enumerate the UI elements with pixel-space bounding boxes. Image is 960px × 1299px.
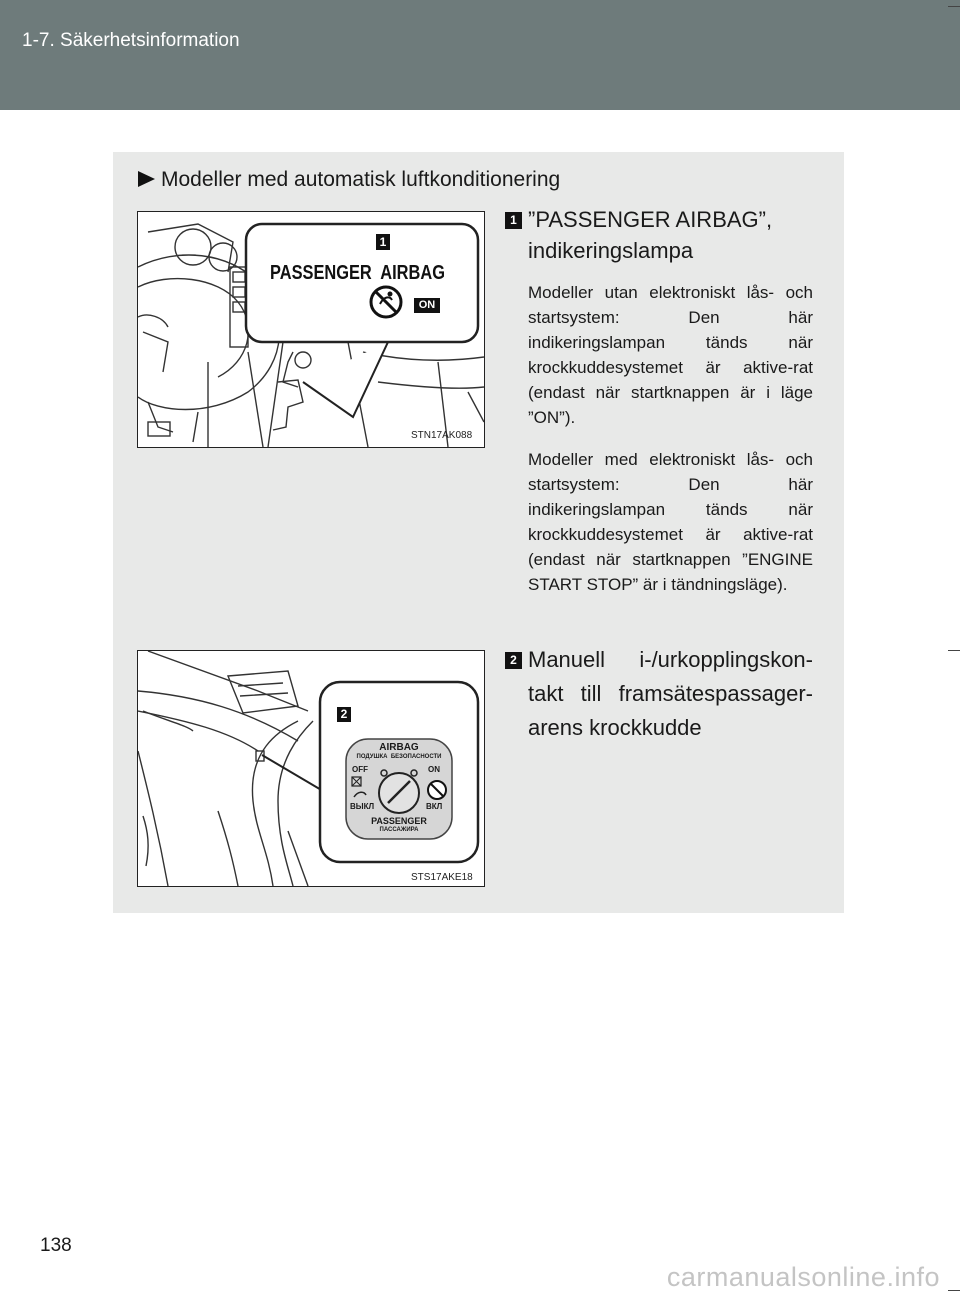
- switch-illustration: [137, 650, 485, 887]
- off-ru-label: ВЫКЛ: [350, 802, 375, 811]
- dashboard-drawing: [138, 212, 484, 447]
- page-number: 138: [40, 1235, 72, 1256]
- passenger-ru-label: ПАССАЖИРА: [379, 827, 419, 833]
- figure1-callout-number: 1: [379, 235, 387, 249]
- chapter-title: 1-7. Säkerhetsinformation: [22, 30, 240, 51]
- item-number-badge: 1: [505, 212, 522, 229]
- on-ru-label: ВКЛ: [426, 802, 443, 811]
- on-label: ON: [428, 765, 440, 774]
- passenger-airbag-label: PASSENGER AIRBAG: [270, 262, 445, 284]
- item1-paragraph-2: Modeller med elektroniskt lås- och startsystem: Den här indikeringslampan tänds när krockkuddesystemet är aktive-rat (endast när startknappen ”ENGINE START STOP” är i tändningsläge).: [528, 450, 813, 594]
- item1-title-line2: indikeringslampa: [528, 238, 694, 263]
- watermark: carmanualsonline.info: [666, 1262, 940, 1292]
- item1-title-line1: ”PASSENGER AIRBAG”,: [528, 207, 773, 232]
- page-header: [0, 0, 960, 110]
- item1-paragraph-1: Modeller utan elektroniskt lås- och startsystem: Den här indikeringslampan tänds när krockkuddesystemet är aktive-rat (endast när startknappen är i läge ”ON”).: [528, 283, 813, 427]
- figure2-code: STS17AKE18: [411, 872, 473, 883]
- figure2-callout-number: 2: [340, 707, 348, 721]
- crop-mark: [948, 6, 960, 7]
- airbag-ru-label: ПОДУШКА БЕЗОПАСНОСТИ: [356, 754, 442, 760]
- crop-mark: [948, 1290, 960, 1291]
- section-heading-text: Modeller med automatisk luftkonditionering: [161, 168, 561, 191]
- off-label: OFF: [352, 765, 368, 774]
- item-number-badge: 2: [505, 652, 522, 669]
- triangle-bullet-icon: [138, 171, 155, 187]
- airbag-label: AIRBAG: [379, 742, 419, 753]
- crop-mark: [948, 650, 960, 651]
- dashboard-illustration: [137, 211, 485, 448]
- on-indicator-label: ON: [418, 299, 436, 311]
- passenger-label: PASSENGER: [371, 816, 427, 826]
- section-heading: [138, 168, 560, 192]
- item2-title: Manuell i-/urkopplingskon-takt till framsätespassager-arens krockkudde: [528, 647, 813, 740]
- figure1-code: STN17AK088: [411, 430, 473, 441]
